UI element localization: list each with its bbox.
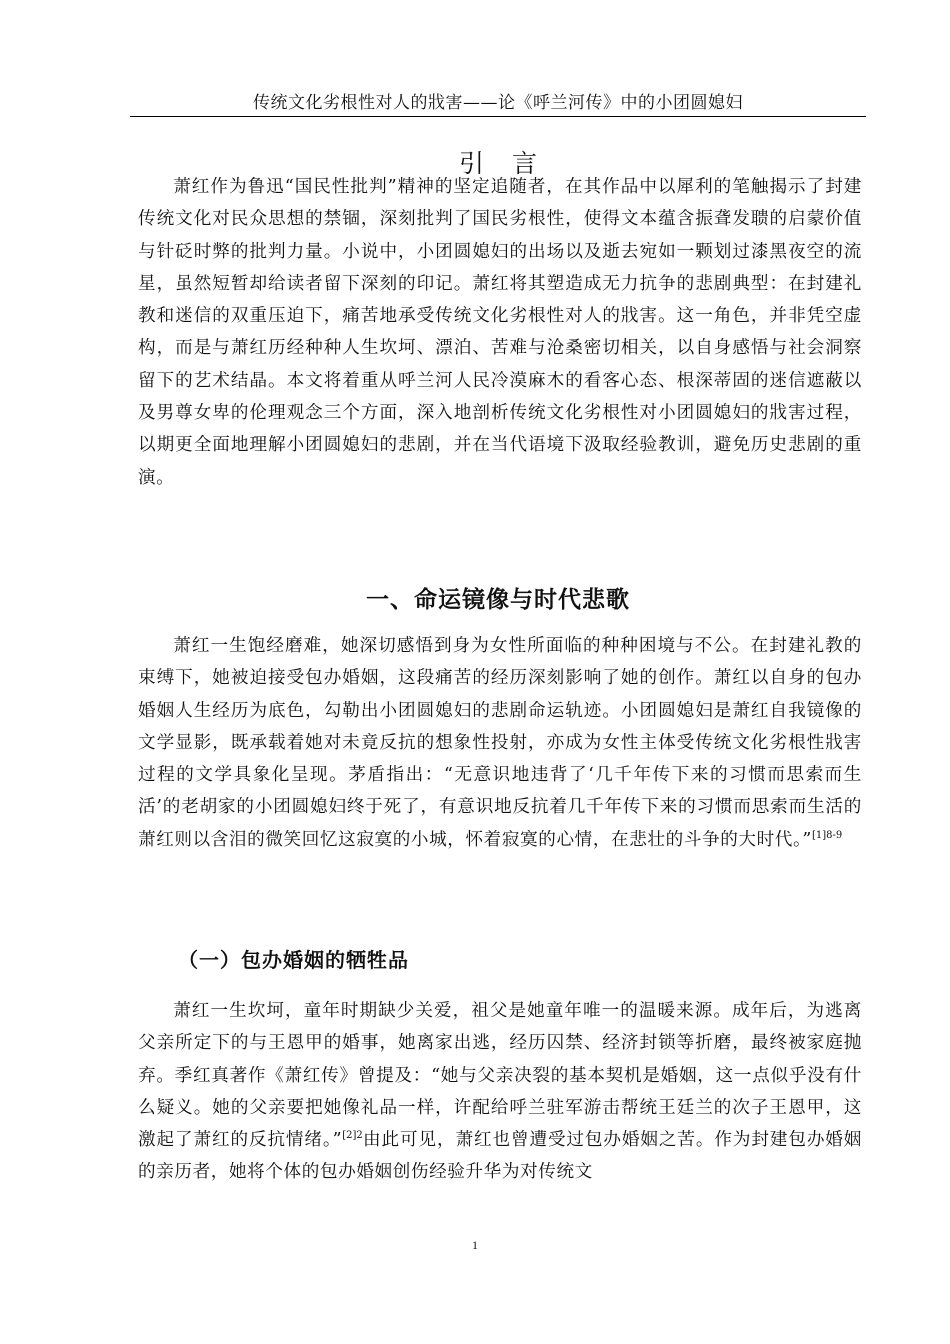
paragraph-text: 萧红一生坎坷，童年时期缺少关爱，祖父是她童年唯一的温暖来源。成年后，为逃离父亲所定下的与王恩甲的婚事，她离家出逃，经历囚禁、经济封锁等折磨，最终被家庭抛弃。季红真著作《萧红传》曾提及：“她与父亲决裂的基本契机是婚姻，这一点似乎没有什么疑义。她的父亲要把她像礼品一样，许配给呼兰驻军游击帮统王廷兰的次子王恩甲，这激起了萧红的反抗情绪。” bbox=[138, 1001, 862, 1151]
running-header: 传统文化劣根性对人的戕害——论《呼兰河传》中的小团圆媳妇 bbox=[253, 93, 743, 113]
section-heading: 一、命运镜像与时代悲歌 bbox=[366, 587, 630, 613]
section-title: 引言 bbox=[458, 149, 565, 178]
header-divider bbox=[130, 116, 866, 117]
subsection-heading: （一）包办婚姻的牺牲品 bbox=[178, 948, 409, 972]
body-paragraph bbox=[138, 995, 862, 1189]
citation-marker: [2]2 bbox=[342, 1130, 363, 1142]
body-paragraph bbox=[138, 630, 862, 856]
intro-paragraph: 萧红作为鲁迅“国民性批判”精神的坚定追随者，在其作品中以犀利的笔触揭示了封建传统文化对民众思想的禁锢，深刻批判了国民劣根性，使得文本蕴含振聋发聩的启蒙价值与针砭时弊的批判力量。小说中，小团圆媳妇的出场以及逝去宛如一颗划过漆黑夜空的流星，虽然短暂却给读者留下深刻的印记。萧红将其塑造成无力抗争的悲剧典型：在封建礼教和迷信的双重压迫下，痛苦地承受传统文化劣根性对人的戕害。这一角色，并非凭空虚构，而是与萧红历经种种人生坎坷、漂泊、苦难与沧桑密切相关，以自身感悟与社会洞察留下的艺术结晶。本文将着重从呼兰河人民冷漠麻木的看客心态、根深蒂固的迷信遮蔽以及男尊女卑的伦理观念三个方面，深入地剖析传统文化劣根性对小团圆媳妇的戕害过程，以期更全面地理解小团圆媳妇的悲剧，并在当代语境下汲取经验教训，避免历史悲剧的重演。 bbox=[138, 177, 862, 488]
citation-marker: [1]8-9 bbox=[811, 829, 843, 841]
page-number: 1 bbox=[472, 1238, 478, 1252]
paragraph-text: 由此可见，萧红也曾遭受过包办婚姻之苦。作为封建包办婚姻的亲历者，她将个体的包办婚姻创伤经验升华为对传统文 bbox=[138, 1130, 862, 1183]
paragraph-text: 萧红一生饱经磨难，她深切感悟到身为女性所面临的种种困境与不公。在封建礼教的束缚下，她被迫接受包办婚姻，这段痛苦的经历深刻影响了她的创作。萧红以自身的包办婚姻人生经历为底色，勾勒出小团圆媳妇的悲剧命运轨迹。小团圆媳妇是萧红自我镜像的文学显影，既承载着她对未竟反抗的想象性投射，亦成为女性主体受传统文化劣根性戕害过程的文学具象化呈现。茅盾指出：“无意识地违背了‘几千年传下来的习惯而思索而生活’的老胡家的小团圆媳妇终于死了，有意识地反抗着几千年传下来的习惯而思索而生活的萧红则以含泪的微笑回忆这寂寞的小城，怀着寂寞的心情，在悲壮的斗争的大时代。” bbox=[138, 636, 862, 850]
